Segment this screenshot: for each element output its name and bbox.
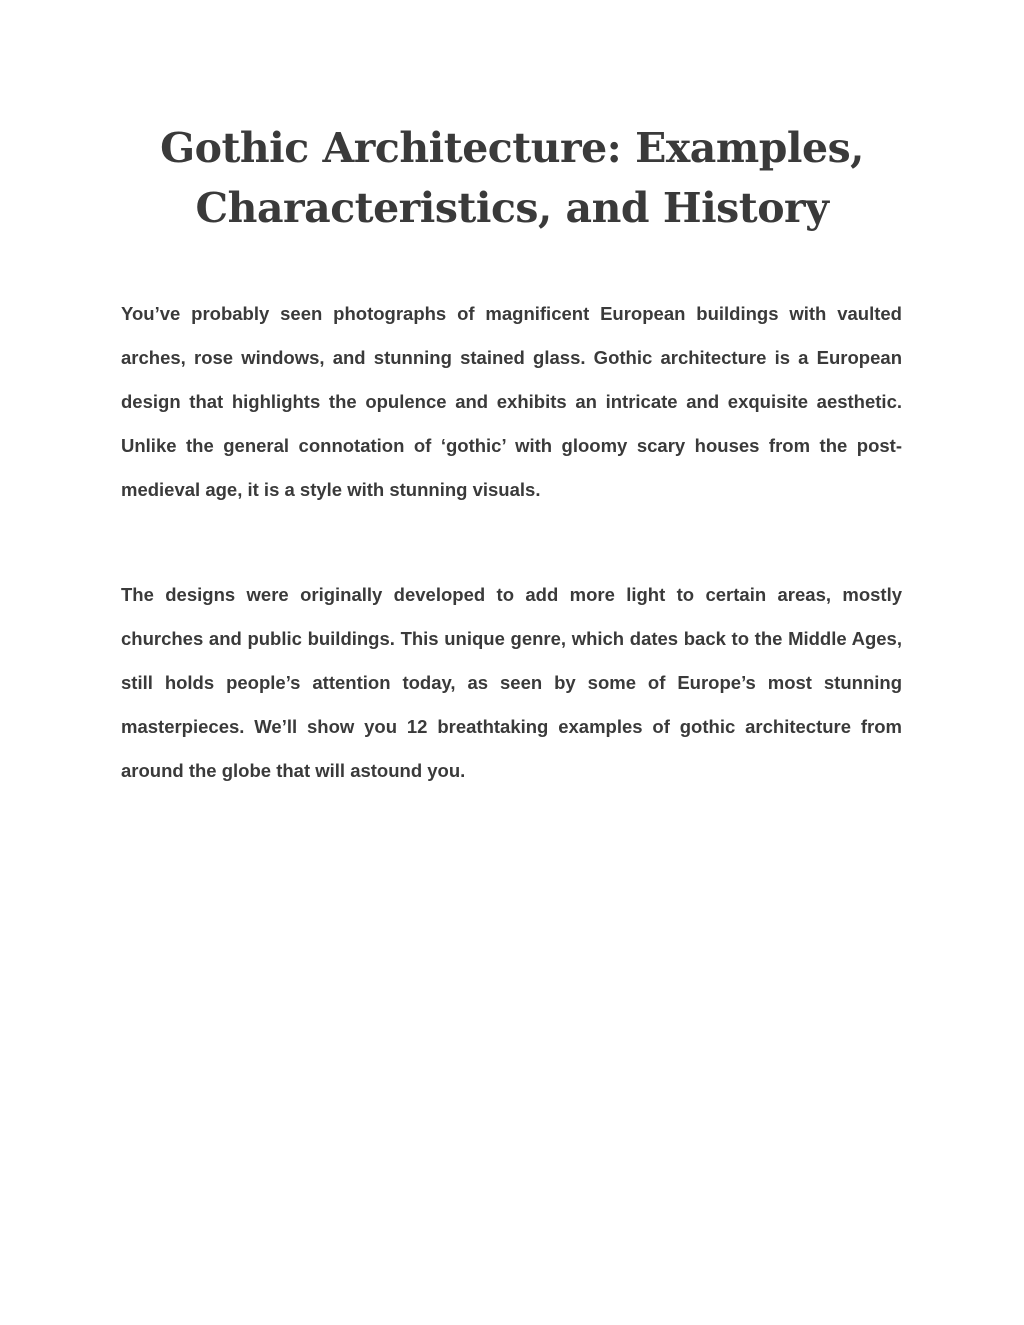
page-title <box>120 118 904 238</box>
intro-paragraph: You’ve probably seen photographs of magnificent European buildings with vaulted arches, rose windows, and stunning stained glass. Gothic architecture is a European design that highlights the opulence and exhibits an intricate and exquisite aesthetic. Unlike the general connotation of ‘gothic’ with gloomy scary houses from the post-medieval age, it is a style with stunning visuals. <box>121 303 902 500</box>
page-title-line-2: Characteristics, and History <box>195 184 829 232</box>
history-paragraph: The designs were originally developed to add more light to certain areas, mostly churches and public buildings. This unique genre, which dates back to the Middle Ages, still holds people’s attention today, as seen by some of Europe’s most stunning masterpieces. We’ll show you 12 breathtaking examples of gothic architecture from around the globe that will astound you. <box>121 584 902 781</box>
page-title-line-1: Gothic Architecture: Examples, <box>160 124 864 172</box>
